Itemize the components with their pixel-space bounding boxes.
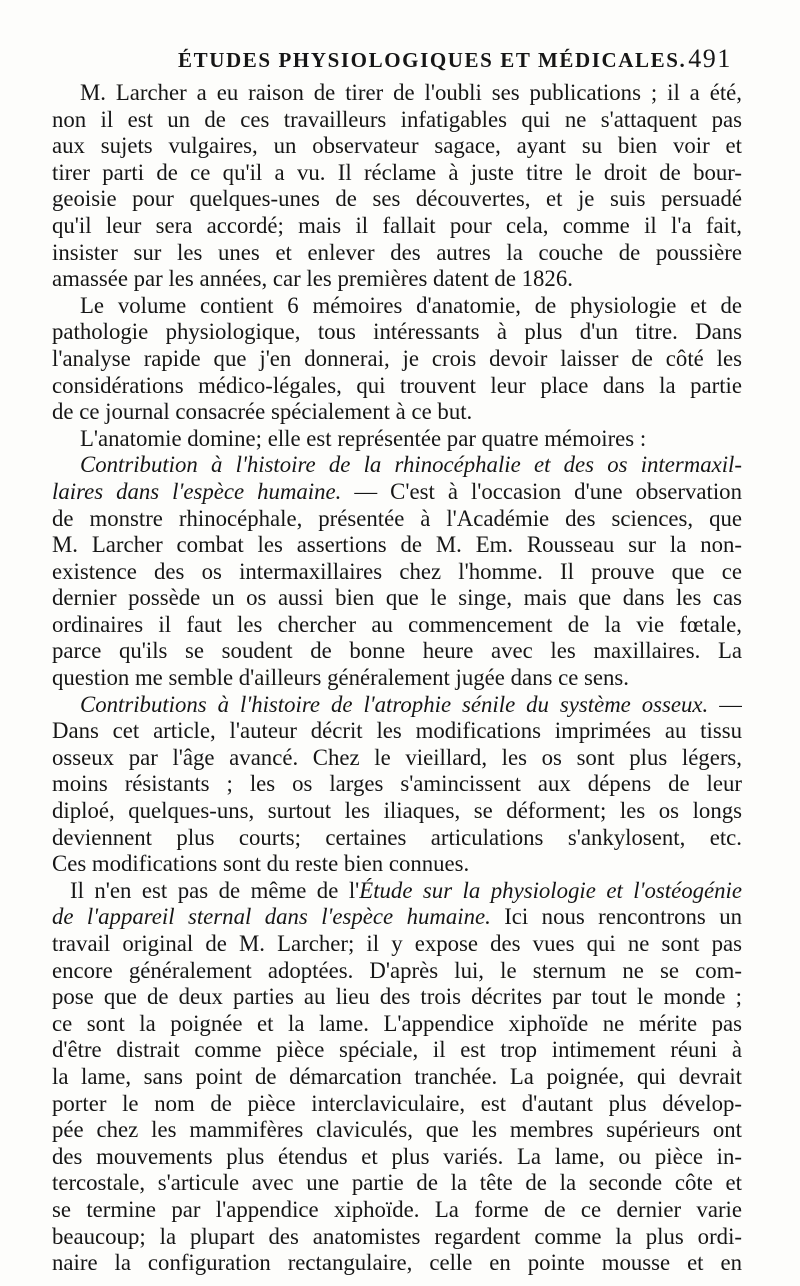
paragraph-sternum (52, 878, 742, 1277)
text-line: beaucoup; la plupart des anatomistes regardent comme la plus ordi- (52, 1223, 742, 1249)
text-line: moins résistants ; les os larges s'amincissent aux dépens de leur (52, 771, 742, 797)
text-line: deviennent plus courts; certaines articulations s'ankylosent, etc. (52, 824, 742, 850)
text-line: des mouvements plus étendus et plus variés. La lame, ou pièce in- (52, 1143, 742, 1169)
paragraph-rhinocephalie (52, 452, 742, 691)
text-line: dernier possède un os aussi bien que le singe, mais que dans les cas (52, 585, 742, 611)
text-line (52, 692, 742, 719)
text-line: existence des os intermaxillaires chez l'homme. Il prouve que ce (52, 558, 742, 584)
memoir-title: Étude sur la physiologie et l'ostéogénie (359, 877, 742, 903)
text-line: question me semble d'ailleurs généralement jugée dans ce sens. (52, 665, 630, 691)
text-line: osseux par l'âge avancé. Chez le vieillard, les os sont plus légers, (52, 744, 742, 770)
text-line: parce qu'ils se soudent de bonne heure avec les maxillaires. La (52, 638, 742, 664)
text-line: d'être distrait comme pièce spéciale, il est trop intimement réuni à (52, 1037, 742, 1063)
memoir-title: Contributions à l'histoire de l'atrophie sénile du système osseux. (80, 691, 709, 717)
text-line: Dans cet article, l'auteur décrit les modifications imprimées au tissu (52, 718, 742, 744)
text-line: tercostale, s'articule avec une partie de la tête de la seconde côte et (52, 1170, 742, 1196)
text-line: de monstre rhinocéphale, présentée à l'Académie des sciences, que (52, 505, 742, 531)
text-line: pathologie physiologique, tous intéressants à plus d'un titre. Dans (52, 319, 742, 345)
body-text (52, 80, 742, 1277)
text-line (52, 878, 742, 905)
text-line: encore généralement adoptées. D'après lui, le sternum ne se com- (52, 957, 742, 983)
running-title: ÉTUDES PHYSIOLOGIQUES ET MÉDICALES. (178, 48, 687, 72)
text-line: travail original de M. Larcher; il y expose des vues qui ne sont pas (52, 931, 742, 956)
text-run: — (708, 691, 742, 717)
text-line: insister sur les unes et enlever des autres la couche de poussière (52, 239, 742, 265)
text-line: naire la configuration rectangulaire, celle en pointe mousse et en (52, 1250, 742, 1276)
text-line: non il est un de ces travailleurs infatigables qui ne s'attaquent pas (52, 106, 742, 132)
text-line: ce sont la poignée et la lame. L'appendice xiphoïde ne mérite pas (52, 1010, 742, 1036)
memoir-title: Contribution à l'histoire de la rhinocéphalie et des os intermaxil- (80, 452, 742, 478)
page-number: 491 (688, 44, 732, 73)
paragraph-2 (52, 293, 742, 426)
paragraph-1 (52, 80, 742, 293)
text-line: considérations médico-légales, qui trouvent leur place dans la partie (52, 372, 742, 398)
memoir-title-cont: de l'appareil sternal dans l'espèce humaine. (52, 904, 491, 930)
text-line (52, 452, 742, 479)
text-line (52, 479, 742, 506)
text-line: se termine par l'appendice xiphoïde. La forme de ce dernier varie (52, 1196, 742, 1222)
text-line (52, 904, 742, 931)
text-line: pée chez les mammifères claviculés, que les membres supérieurs ont (52, 1117, 742, 1143)
paragraph-3 (52, 426, 742, 453)
memoir-title-cont: laires dans l'espèce humaine. (52, 478, 342, 504)
text-line: M. Larcher combat les assertions de M. Em. Rousseau sur la non- (52, 532, 742, 558)
text-line: pose que de deux parties au lieu des trois décrites par tout le monde ; (52, 984, 742, 1010)
text-line: de ce journal consacrée spécialement à ce but. (52, 399, 473, 425)
text-line: geoisie pour quelques-unes de ses découvertes, et je suis persuadé (52, 186, 742, 212)
text-line: ordinaires il faut les chercher au commencement de la vie fœtale, (52, 611, 742, 637)
text-line: amassée par les années, car les premières datent de 1826. (52, 266, 573, 292)
text-line: tirer parti de ce qu'il a vu. Il réclame à juste titre le droit de bour- (52, 159, 742, 185)
text-line: M. Larcher a eu raison de tirer de l'oubli ses publications ; il a été, (80, 80, 742, 105)
page-header (52, 38, 742, 78)
text-line: Ces modifications sont du reste bien connues. (52, 851, 470, 877)
paragraph-atrophie (52, 692, 742, 878)
text-line: L'anatomie domine; elle est représentée par quatre mémoires : (80, 425, 647, 451)
text-line: la lame, sans point de démarcation tranchée. La poignée, qui devrait (52, 1063, 742, 1089)
text-line: Le volume contient 6 mémoires d'anatomie, de physiologie et de (80, 292, 742, 318)
text-line: diploé, quelques-uns, surtout les iliaques, se déforment; les os longs (52, 798, 742, 824)
text-run: — C'est à l'occasion d'une observation (341, 478, 742, 504)
text-run: Ici nous rencontrons un (490, 904, 742, 930)
text-line: porter le nom de pièce interclaviculaire, est d'autant plus dévelop- (52, 1090, 742, 1116)
text-line: l'analyse rapide que j'en donnerai, je crois devoir laisser de côté les (52, 345, 742, 371)
text-line: qu'il leur sera accordé; mais il fallait pour cela, comme il l'a fait, (52, 212, 742, 238)
text-run: Il n'en est pas de même de l' (70, 877, 360, 903)
text-line: aux sujets vulgaires, un observateur sagace, ayant su bien voir et (52, 133, 742, 159)
